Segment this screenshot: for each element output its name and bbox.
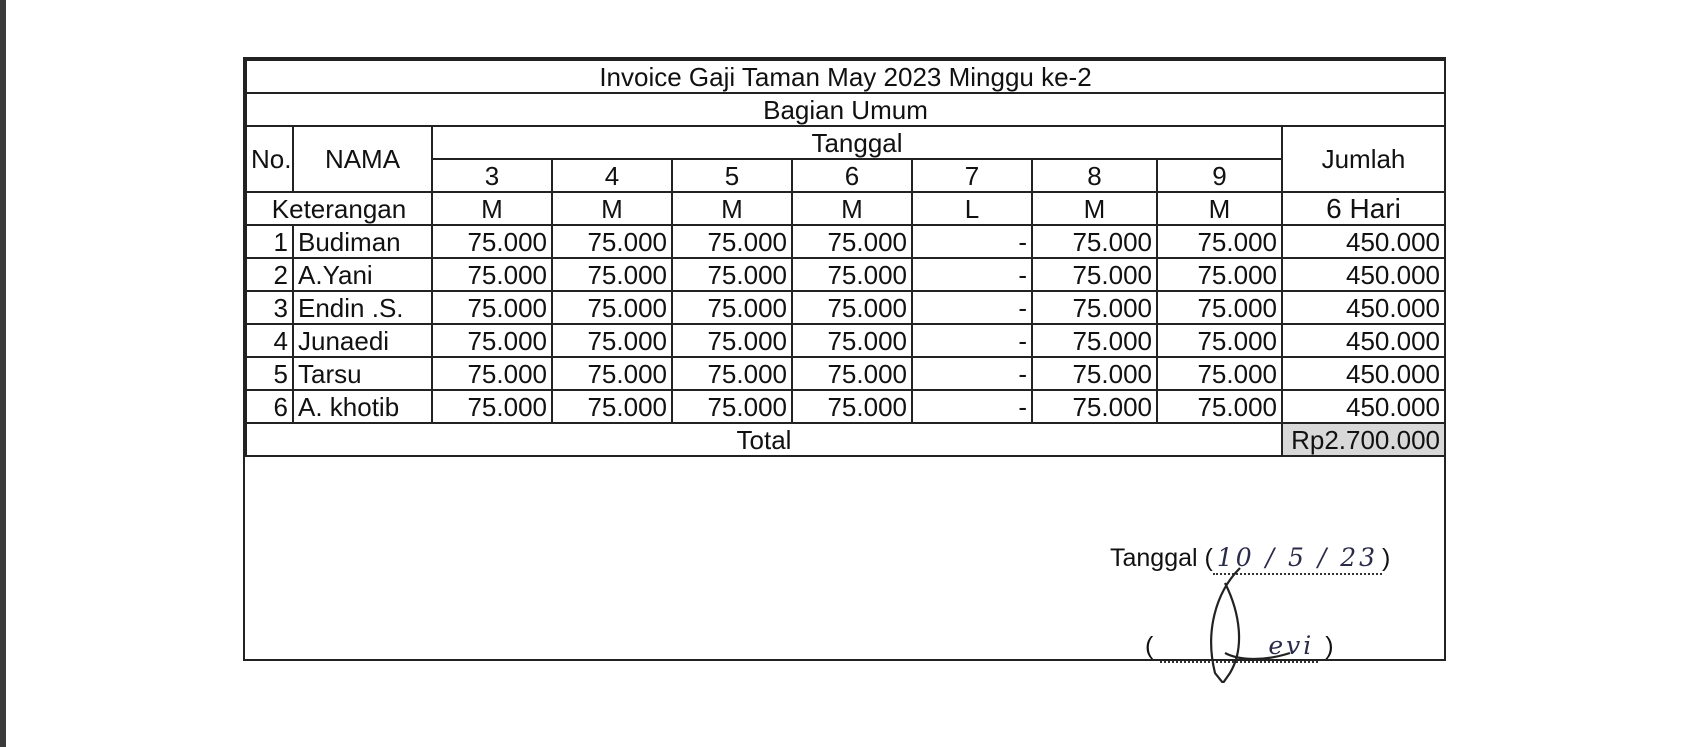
wage-cell: 75.000: [672, 357, 792, 390]
table-row: [246, 357, 1445, 390]
row-name: Budiman: [293, 225, 432, 258]
header-nama: NAMA: [293, 126, 432, 192]
row-jumlah: 450.000: [1282, 390, 1445, 423]
scan-edge: [0, 0, 6, 747]
wage-cell: 75.000: [792, 225, 912, 258]
signer-name: evi: [1268, 631, 1315, 660]
invoice-sheet: [243, 57, 1446, 661]
date-header-cell: 5: [672, 159, 792, 192]
wage-cell: 75.000: [792, 258, 912, 291]
wage-cell: 75.000: [432, 258, 552, 291]
date-header-cell: 3: [432, 159, 552, 192]
header-tanggal: Tanggal: [432, 126, 1282, 159]
row-jumlah: 450.000: [1282, 324, 1445, 357]
wage-cell: 75.000: [552, 357, 672, 390]
sign-open-paren: (: [1145, 632, 1154, 660]
row-name: Junaedi: [293, 324, 432, 357]
signature-area: [245, 493, 1444, 659]
wage-cell: 75.000: [672, 324, 792, 357]
date-value: 10 / 5 / 23: [1216, 543, 1379, 572]
keterangan-cell: M: [552, 192, 672, 225]
row-jumlah: 450.000: [1282, 258, 1445, 291]
row-number: 4: [246, 324, 293, 357]
wage-cell: 75.000: [552, 258, 672, 291]
wage-cell: 75.000: [432, 225, 552, 258]
wage-cell: 75.000: [792, 324, 912, 357]
date-close-paren: ): [1382, 544, 1391, 572]
keterangan-cell: M: [792, 192, 912, 225]
row-name: Tarsu: [293, 357, 432, 390]
header-no: No.: [246, 126, 293, 192]
wage-cell: 75.000: [1157, 357, 1282, 390]
wage-cell: 75.000: [1157, 291, 1282, 324]
wage-cell: 75.000: [432, 357, 552, 390]
wage-cell: 75.000: [1157, 258, 1282, 291]
total-value: Rp2.700.000: [1282, 423, 1445, 456]
invoice-table: [245, 59, 1446, 457]
row-name: A. khotib: [293, 390, 432, 423]
wage-cell: 75.000: [1032, 291, 1157, 324]
row-jumlah: 450.000: [1282, 357, 1445, 390]
wage-cell: 75.000: [552, 291, 672, 324]
wage-cell: 75.000: [432, 390, 552, 423]
wage-cell: -: [912, 357, 1032, 390]
wage-cell: 75.000: [1032, 390, 1157, 423]
row-name: A.Yani: [293, 258, 432, 291]
wage-cell: 75.000: [672, 258, 792, 291]
wage-cell: -: [912, 291, 1032, 324]
wage-cell: -: [912, 258, 1032, 291]
keterangan-cell: M: [432, 192, 552, 225]
table-row: [246, 291, 1445, 324]
wage-cell: 75.000: [792, 390, 912, 423]
date-header-cell: 6: [792, 159, 912, 192]
keterangan-cell: M: [672, 192, 792, 225]
wage-cell: 75.000: [1032, 225, 1157, 258]
row-number: 1: [246, 225, 293, 258]
wage-cell: -: [912, 390, 1032, 423]
wage-cell: 75.000: [432, 291, 552, 324]
wage-cell: 75.000: [1157, 324, 1282, 357]
row-number: 2: [246, 258, 293, 291]
date-header-cell: 7: [912, 159, 1032, 192]
table-row: [246, 390, 1445, 423]
wage-cell: 75.000: [792, 291, 912, 324]
row-number: 3: [246, 291, 293, 324]
wage-cell: 75.000: [1157, 390, 1282, 423]
wage-cell: 75.000: [552, 225, 672, 258]
invoice-title: Invoice Gaji Taman May 2023 Minggu ke-2: [246, 60, 1445, 93]
total-row: [246, 423, 1445, 456]
wage-cell: 75.000: [672, 225, 792, 258]
wage-cell: 75.000: [672, 390, 792, 423]
header-jumlah: Jumlah: [1282, 126, 1445, 192]
keterangan-cell: M: [1157, 192, 1282, 225]
row-number: 5: [246, 357, 293, 390]
wage-cell: 75.000: [1032, 357, 1157, 390]
table-row: [246, 258, 1445, 291]
keterangan-cell: M: [1032, 192, 1157, 225]
date-header-cell: 4: [552, 159, 672, 192]
row-jumlah: 450.000: [1282, 291, 1445, 324]
wage-cell: -: [912, 324, 1032, 357]
keterangan-row: [246, 192, 1445, 225]
invoice-subtitle: Bagian Umum: [246, 93, 1445, 126]
wage-cell: -: [912, 225, 1032, 258]
wage-cell: 75.000: [432, 324, 552, 357]
row-name: Endin .S.: [293, 291, 432, 324]
total-label: Total: [246, 423, 1282, 456]
row-jumlah: 450.000: [1282, 225, 1445, 258]
wage-cell: 75.000: [672, 291, 792, 324]
wage-cell: 75.000: [1157, 225, 1282, 258]
row-number: 6: [246, 390, 293, 423]
date-header-cell: 9: [1157, 159, 1282, 192]
wage-cell: 75.000: [1032, 324, 1157, 357]
sign-close-paren: ): [1325, 632, 1334, 660]
table-row: [246, 225, 1445, 258]
date-label: Tanggal: [1110, 544, 1198, 572]
wage-cell: 75.000: [552, 324, 672, 357]
wage-cell: 75.000: [792, 357, 912, 390]
header-keterangan: Keterangan: [246, 192, 432, 225]
table-row: [246, 324, 1445, 357]
date-open-paren: (: [1204, 544, 1213, 572]
wage-cell: 75.000: [552, 390, 672, 423]
keterangan-cell: L: [912, 192, 1032, 225]
sign-line: [1145, 631, 1334, 663]
signature-mark: [1185, 553, 1305, 683]
wage-cell: 75.000: [1032, 258, 1157, 291]
date-header-cell: 8: [1032, 159, 1157, 192]
days-total: 6 Hari: [1282, 192, 1445, 225]
